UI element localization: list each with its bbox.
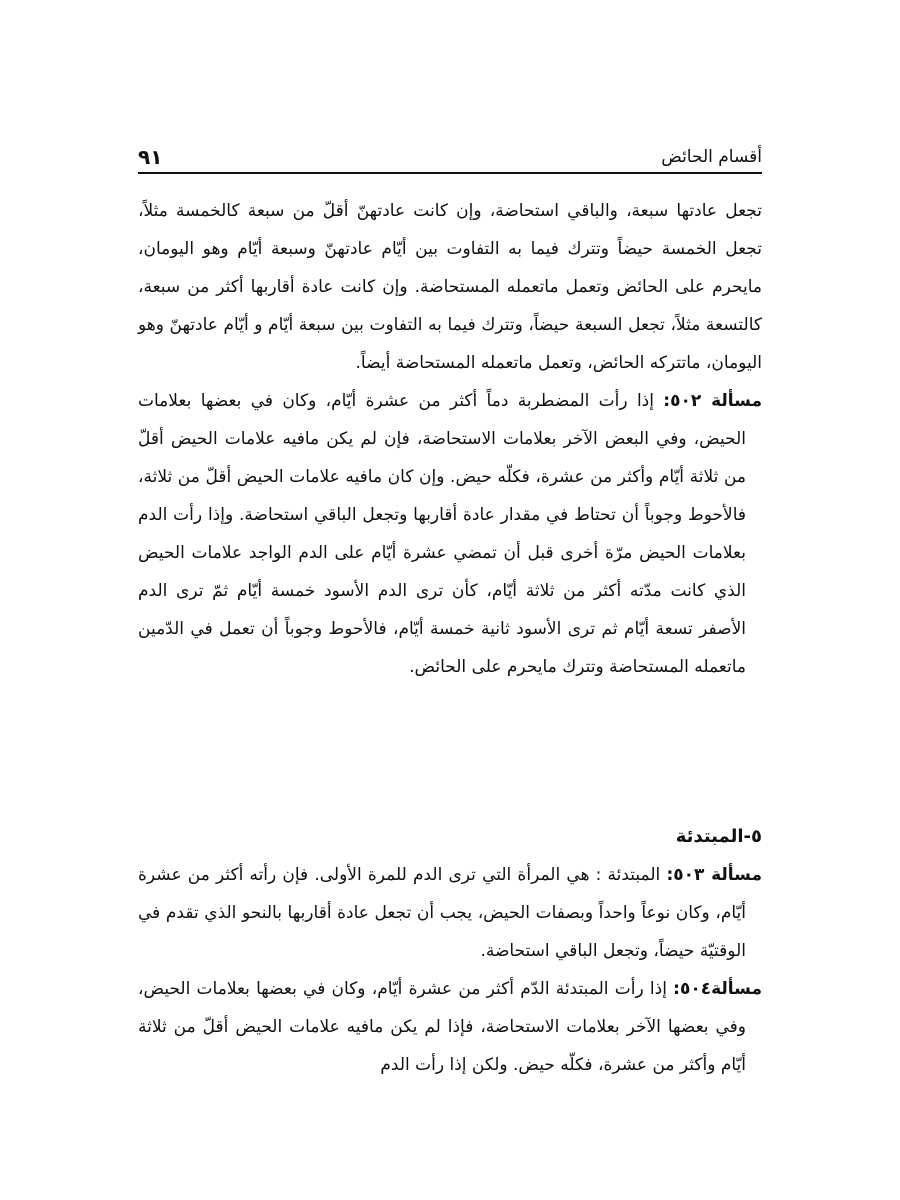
- chapter-title: أقسام الحائض: [661, 147, 762, 167]
- section-heading: ٥-المبتدئة: [675, 826, 762, 847]
- masala-503: [138, 856, 762, 970]
- masala-503-label: مسألة ٥٠٣:: [666, 865, 762, 885]
- upper-text-block: [138, 192, 762, 686]
- masala-502: [138, 382, 762, 686]
- page-number: ٩١: [138, 145, 163, 169]
- masala-504-label: مسألة٥٠٤:: [673, 979, 762, 999]
- header-rule: [138, 172, 762, 174]
- continuation-paragraph: تجعل عادتها سبعة، والباقي استحاضة، وإن كانت عادتهنّ أقلّ من سبعة كالخمسة مثلاً، تجعل الخمسة حيضاً وتترك فيما به التفاوت بين أيّام عادتهنّ وسبعة أيّام وهو اليومان، مايحرم على الحائض وتعمل ماتعمله المستحاضة. وإن كانت عادة أقاربها أكثر من سبعة، كالتسعة مثلاً، تجعل السبعة حيضاً، وتترك فيما به التفاوت بين سبعة أيّام و أيّام عادتهنّ وهو اليومان، ماتتركه الحائض، وتعمل ماتعمله المستحاضة أيضاً.: [138, 201, 762, 373]
- running-header: [138, 144, 762, 176]
- masala-502-text: إذا رأت المضطربة دماً أكثر من عشرة أيّام، وكان في بعضها بعلامات الحيض، وفي البعض الآخر بعلامات الاستحاضة، فإن لم يكن مافيه علامات الحيض أقلّ من ثلاثة أيّام وأكثر من عشرة، فكلّه حيض. وإن كان مافيه علامات الحيض أقلّ من ثلاثة، فالأحوط وجوباً أن تحتاط في مقدار عادة أقاربها وتجعل الباقي استحاضة. وإذا رأت الدم بعلامات الحيض مرّة أخرى قبل أن تمضي عشرة أيّام على الدم الواجد علامات الحيض الذي كانت مدّته أكثر من ثلاثة أيّام، كأن ترى الدم الأسود خمسة أيّام ثمّ ترى الدم الأصفر تسعة أيّام ثم ترى الأسود ثانية خمسة أيّام، فالأحوط وجوباً أن تعمل في الدّمين ماتعمله المستحاضة وتترك مايحرم على الحائض.: [138, 391, 746, 677]
- masala-504-text: إذا رأت المبتدئة الدّم أكثر من عشرة أيّام، وكان في بعضها بعلامات الحيض، وفي بعضها الآخر بعلامات الاستحاضة، فإذا لم يكن مافيه علامات الحيض أقلّ من ثلاثة أيّام وأكثر من عشرة، فكلّه حيض. ولكن إذا رأت الدم: [138, 979, 746, 1075]
- masala-502-label: مسألة ٥٠٢:: [663, 391, 762, 411]
- masala-504: [138, 970, 762, 1084]
- masala-503-text: المبتدئة : هي المرأة التي ترى الدم للمرة الأولى. فإن رأته أكثر من عشرة أيّام، وكان نوعاً واحداً وبصفات الحيض، يجب أن تجعل عادة أقاربها بالنحو الذي تقدم في الوقتيّة حيضاً، وتجعل الباقي استحاضة.: [138, 865, 746, 961]
- lower-text-block: [138, 856, 762, 1084]
